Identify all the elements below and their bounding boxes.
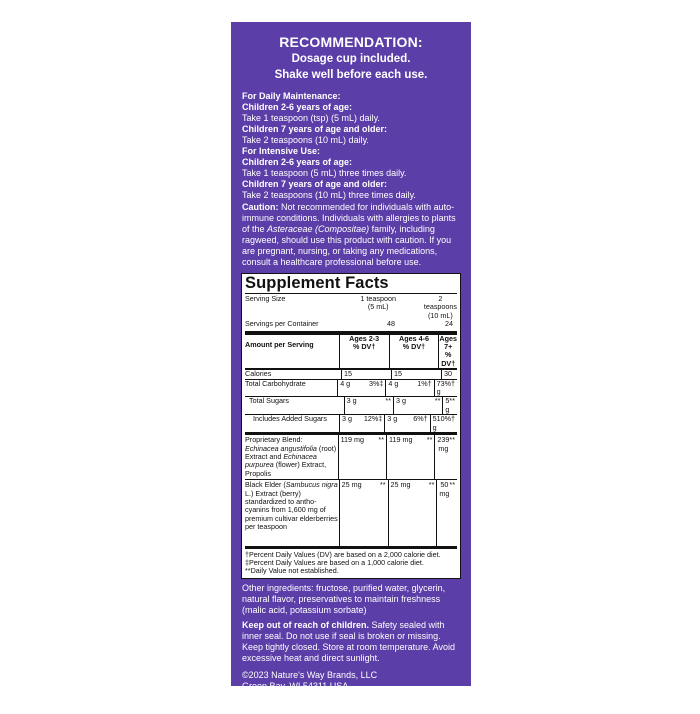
dv: **: [449, 480, 455, 490]
amount: 239 mg: [437, 435, 450, 453]
dv: **: [379, 480, 386, 490]
recommendation-line-1: Dosage cup included.: [291, 53, 411, 65]
blend-species-1: Echinacea angustifolia: [245, 443, 317, 453]
blend-text-1: (root) Extract and: [245, 443, 337, 461]
blend-text-2: (flower) Extract, Propolis: [245, 460, 327, 478]
elder-text: L.) Extract (berry) standardized to antho-cyanins from 1,600 mg of premium cultivar elderberries per teaspoon: [245, 488, 338, 532]
dv: **: [385, 396, 392, 406]
dv: 10%†: [436, 414, 455, 424]
questions-contact: 1-800-962-8873 / naturesway.com: [291, 702, 431, 713]
footnote: **Daily Value not established.: [245, 566, 339, 576]
directions: [231, 82, 471, 201]
direction-line: Take 1 teaspoon (5 mL) three times daily.: [242, 168, 407, 178]
nutrient-row: [245, 415, 457, 435]
direction-line: Take 2 teaspoons (10 mL) daily.: [242, 135, 369, 145]
supplement-facts-title: Supplement Facts: [245, 274, 457, 294]
facts-footnotes: [245, 546, 457, 576]
nutrient-label: Total Carbohydrate: [245, 378, 306, 388]
copyright-line: ©2023 Nature's Way Brands, LLC: [242, 669, 378, 680]
elder-label: [245, 480, 339, 545]
col-ages-7: Ages 7+: [439, 333, 457, 352]
dv: **: [449, 396, 456, 406]
col-dv-2: % DV†: [402, 342, 426, 352]
dv: **: [378, 435, 384, 445]
direction-line: Take 1 teaspoon (tsp) (5 mL) daily.: [242, 113, 380, 123]
recommendation-line-2: Shake well before each use.: [274, 69, 428, 81]
blend-name: Proprietary Blend:: [245, 435, 303, 445]
amount: 5 g: [445, 396, 450, 414]
dv: 12%‡: [363, 414, 383, 424]
caution-label: Caution:: [242, 202, 279, 212]
dv: **: [434, 396, 441, 406]
caution-body-2: family, including ragweed, should use this product with caution. If you are pregnant, nursing, or taking any medications, consult a healthcare professional before use.: [242, 224, 452, 267]
amount: 7 g: [436, 378, 441, 397]
amount: 4 g: [388, 378, 399, 388]
col-dv-3: % DV†: [441, 350, 456, 368]
nutrient-row: [245, 380, 457, 398]
elder-species: Sambucus nigra: [285, 480, 338, 490]
direction-line: Children 7 years of age and older:: [242, 179, 388, 189]
caution-species: Asteraceae (Compositae): [267, 224, 370, 234]
dv: **: [428, 480, 435, 490]
amount: 25 mg: [390, 480, 411, 490]
questions-line: [242, 703, 460, 714]
col-ages-4-6: Ages 4-6: [399, 333, 429, 343]
dv: **: [449, 435, 456, 445]
recommendation-title: RECOMMENDATION:: [279, 34, 423, 50]
amount: 3 g: [346, 396, 357, 406]
keep-out-body: Safety sealed with inner seal. Do not use if seal is broken or missing. Keep tightly closed. Store at room temperature. Avoid excessive heat and direct sunlight.: [242, 619, 455, 663]
col-dv-1: % DV†: [352, 342, 376, 352]
dv: 6%†: [413, 414, 428, 424]
amount: 3 g: [387, 414, 398, 424]
company-info: [231, 664, 471, 714]
footnote: †Percent Daily Values (DV) are based on a 2,000 calorie diet.: [245, 549, 441, 559]
direction-line: Children 2-6 years of age:: [242, 157, 353, 167]
amount: 3 g: [341, 414, 352, 424]
facts-header-row: [245, 335, 457, 371]
questions-label: Questions?: [242, 702, 292, 713]
blend-row: [245, 435, 457, 480]
nutrient-row: [245, 397, 457, 415]
serving-size-1: 1 teaspoon: [360, 294, 396, 303]
serving-size-1b: (5 mL): [367, 302, 389, 312]
dv: 3%‡: [369, 378, 384, 388]
amount: 30: [444, 369, 452, 379]
dv: 1%†: [417, 378, 432, 388]
servings-1: 48: [387, 319, 395, 329]
amount: 50 mg: [439, 480, 450, 498]
direction-line: For Daily Maintenance:: [242, 91, 341, 101]
elder-name: Black Elder (: [245, 480, 286, 490]
amount: 25 mg: [341, 480, 362, 490]
nutrient-label: Includes Added Sugars: [253, 414, 327, 424]
direction-line: For Intensive Use:: [242, 146, 321, 156]
caution-text: [231, 201, 471, 268]
bottled-line: Bottled and tested in the USA: [242, 691, 361, 702]
dv: 3%†: [440, 378, 456, 388]
keep-out-text: [231, 616, 471, 664]
keep-out-label: Keep out of reach of children.: [242, 619, 370, 630]
caution-body-1: Not recommended for individuals with auto-immune conditions. Individuals with allergies to plants of the: [242, 202, 456, 234]
serving-info: [245, 294, 457, 335]
footnote: ‡Percent Daily Values are based on a 1,000 calorie diet.: [245, 557, 424, 567]
amount-label: Amount per Serving: [245, 339, 314, 349]
direction-line: Take 2 teaspoons (10 mL) three times daily.: [242, 190, 416, 200]
direction-line: Children 2-6 years of age:: [242, 102, 353, 112]
elder-row: [245, 480, 457, 545]
col-ages-2-3: Ages 2-3: [349, 333, 380, 343]
label-panel: [231, 22, 471, 713]
blend-species-2: Echinacea purpurea: [245, 451, 317, 470]
serving-size-2: 2 teaspoons: [423, 294, 457, 312]
dv: **: [426, 435, 433, 445]
supplement-facts-box: [241, 273, 461, 579]
nutrient-label: Calories: [245, 369, 272, 379]
amount: 15: [344, 369, 352, 379]
serving-size-2b: (10 mL): [428, 310, 453, 320]
direction-line: Children 7 years of age and older:: [242, 124, 388, 134]
servings-2: 24: [445, 319, 453, 329]
amount: 119 mg: [389, 435, 413, 445]
servings-label: Servings per Container: [245, 319, 319, 329]
amount: 15: [394, 369, 402, 379]
amount: 4 g: [340, 378, 351, 388]
amount: 5 g: [432, 414, 437, 432]
blend-label: [245, 435, 338, 479]
other-ingredients: Other ingredients: fructose, purified water, glycerin, natural flavor, preservatives to maintain freshness (malic acid, potassium sorbate): [242, 582, 446, 615]
nutrient-label: Total Sugars: [249, 396, 289, 406]
serving-size-label: Serving Size: [245, 294, 286, 303]
amount: 119 mg: [340, 435, 365, 445]
amount: 3 g: [396, 396, 407, 406]
address-line: Green Bay, WI 54311 USA: [242, 680, 349, 691]
